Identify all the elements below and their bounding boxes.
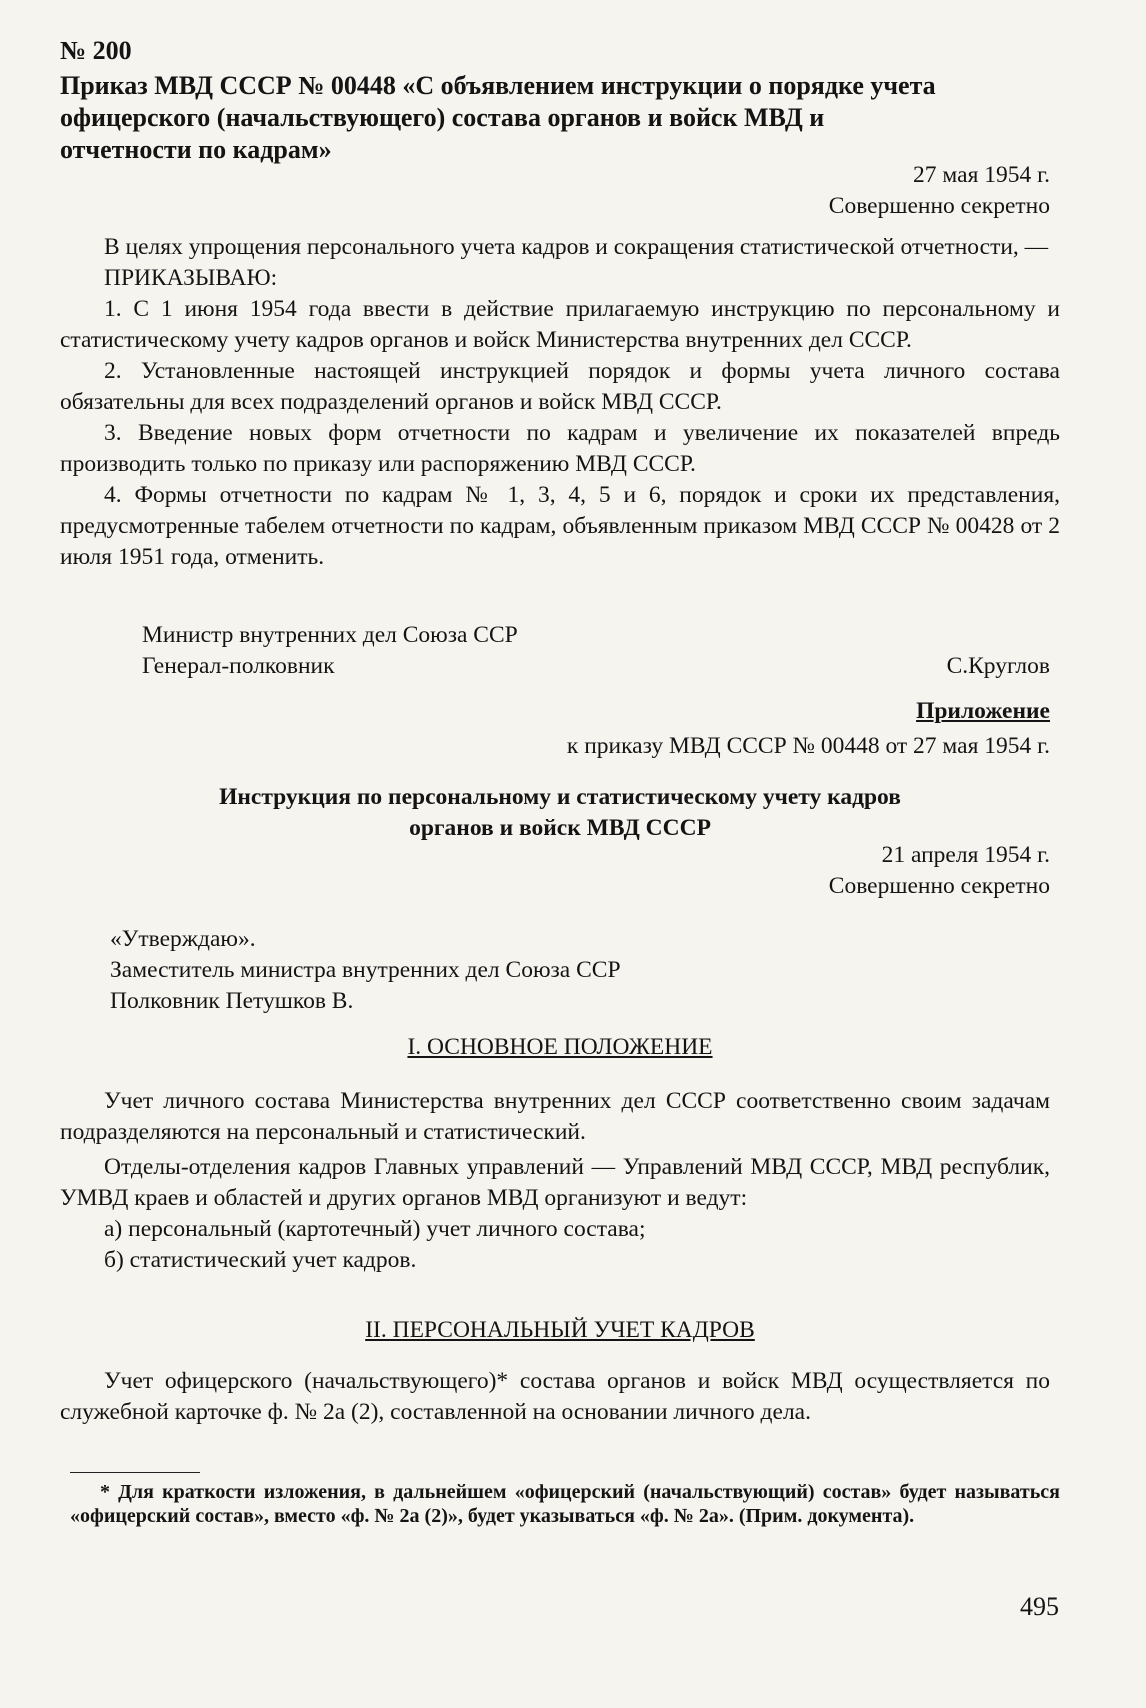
approver-position: Заместитель министра внутренних дел Союза ССР (110, 957, 621, 983)
appendix-label: Приложение (916, 698, 1050, 724)
section-2-heading: II. ПЕРСОНАЛЬНЫЙ УЧЕТ КАДРОВ (365, 1317, 755, 1343)
footnote: * Для краткости изложения, в дальнейшем «офицерский (начальствующий) состав» будет называться «офицерский состав», вместо «ф. № 2а (2)», будет указываться «ф. № 2а». (Прим. документа). (70, 1481, 1060, 1527)
document-title: Приказ МВД СССР № 00448 «С объявлением инструкции о порядке учета офицерского (начальствующего) состава органов и войск МВД и отчетности по кадрам» (60, 71, 936, 164)
approval-word: «Утверждаю». (110, 926, 256, 952)
instruction-title (60, 782, 1060, 844)
instruction-meta (60, 840, 1050, 902)
order-item-2: 2. Установленные настоящей инструкцией порядок и формы учета личного состава обязательны для всех подразделений органов и войск МВД СССР. (60, 358, 1060, 415)
instruction-date: 21 апреля 1954 г. (881, 842, 1050, 868)
preamble: В целях упрощения персонального учета кадров и сокращения статистической отчетности, — (104, 234, 1049, 260)
section-1-item-a: а) персональный (картотечный) учет личного состава; (104, 1216, 646, 1242)
order-item-4: 4. Формы отчетности по кадрам № 1, 3, 4, 5 и 6, порядок и сроки их представления, предусмотренные табелем отчетности по кадрам, объявленным приказом МВД СССР № 00428 от 2 июля 1951 года, отменить. (60, 482, 1060, 570)
document-number: № 200 (60, 36, 132, 65)
section-1-body (60, 1086, 1050, 1276)
page-number: 495 (1020, 1592, 1059, 1621)
footnote-divider (70, 1472, 200, 1473)
signature-name: С.Круглов (946, 653, 1050, 679)
signature-rank: Генерал-полковник (142, 653, 335, 679)
classification: Совершенно секретно (828, 193, 1050, 219)
section-2-body (60, 1366, 1050, 1428)
instruction-title-line-2: органов и войск МВД СССР (409, 815, 711, 841)
section-2-heading-wrap (60, 1315, 1060, 1346)
section-1-item-b: б) статистический учет кадров. (104, 1247, 417, 1273)
order-date: 27 мая 1954 г. (913, 162, 1050, 188)
order-body (60, 232, 1060, 573)
order-item-3: 3. Введение новых форм отчетности по кадрам и увеличение их показателей впредь производить только по приказу или распоряжению МВД СССР. (60, 420, 1060, 477)
order-item-1: 1. С 1 июня 1954 года ввести в действие прилагаемую инструкцию по персональному и статистическому учету кадров органов и войск Министерства внутренних дел СССР. (60, 296, 1060, 353)
appendix-ref: к приказу МВД СССР № 00448 от 27 мая 1954 г. (566, 733, 1050, 759)
order-word: ПРИКАЗЫВАЮ: (104, 265, 278, 291)
appendix-header (60, 696, 1050, 762)
signature-position: Министр внутренних дел Союза ССР (142, 622, 518, 648)
instruction-title-line-1: Инструкция по персональному и статистическому учету кадров (219, 784, 901, 810)
signature-line (142, 651, 1050, 682)
section-1-heading-wrap (60, 1032, 1060, 1063)
section-1-paragraph-2: Отделы-отделения кадров Главных управлений — Управлений МВД СССР, МВД республик, УМВД краев и областей и других органов МВД организуют и ведут: (60, 1154, 1050, 1211)
section-2-paragraph-1: Учет офицерского (начальствующего)* состава органов и войск МВД осуществляется по служебной карточке ф. № 2а (2), составленной на основании личного дела. (60, 1368, 1050, 1425)
signature-block (142, 620, 1050, 682)
section-1-heading: I. ОСНОВНОЕ ПОЛОЖЕНИЕ (407, 1034, 713, 1060)
header-meta (60, 160, 1060, 222)
approval-block (110, 924, 1110, 1017)
approver-name: Полковник Петушков В. (110, 988, 354, 1014)
instruction-classification: Совершенно секретно (828, 873, 1050, 899)
section-1-paragraph-1: Учет личного состава Министерства внутренних дел СССР соответственно своим задачам подразделяются на персональный и статистический. (60, 1088, 1050, 1145)
